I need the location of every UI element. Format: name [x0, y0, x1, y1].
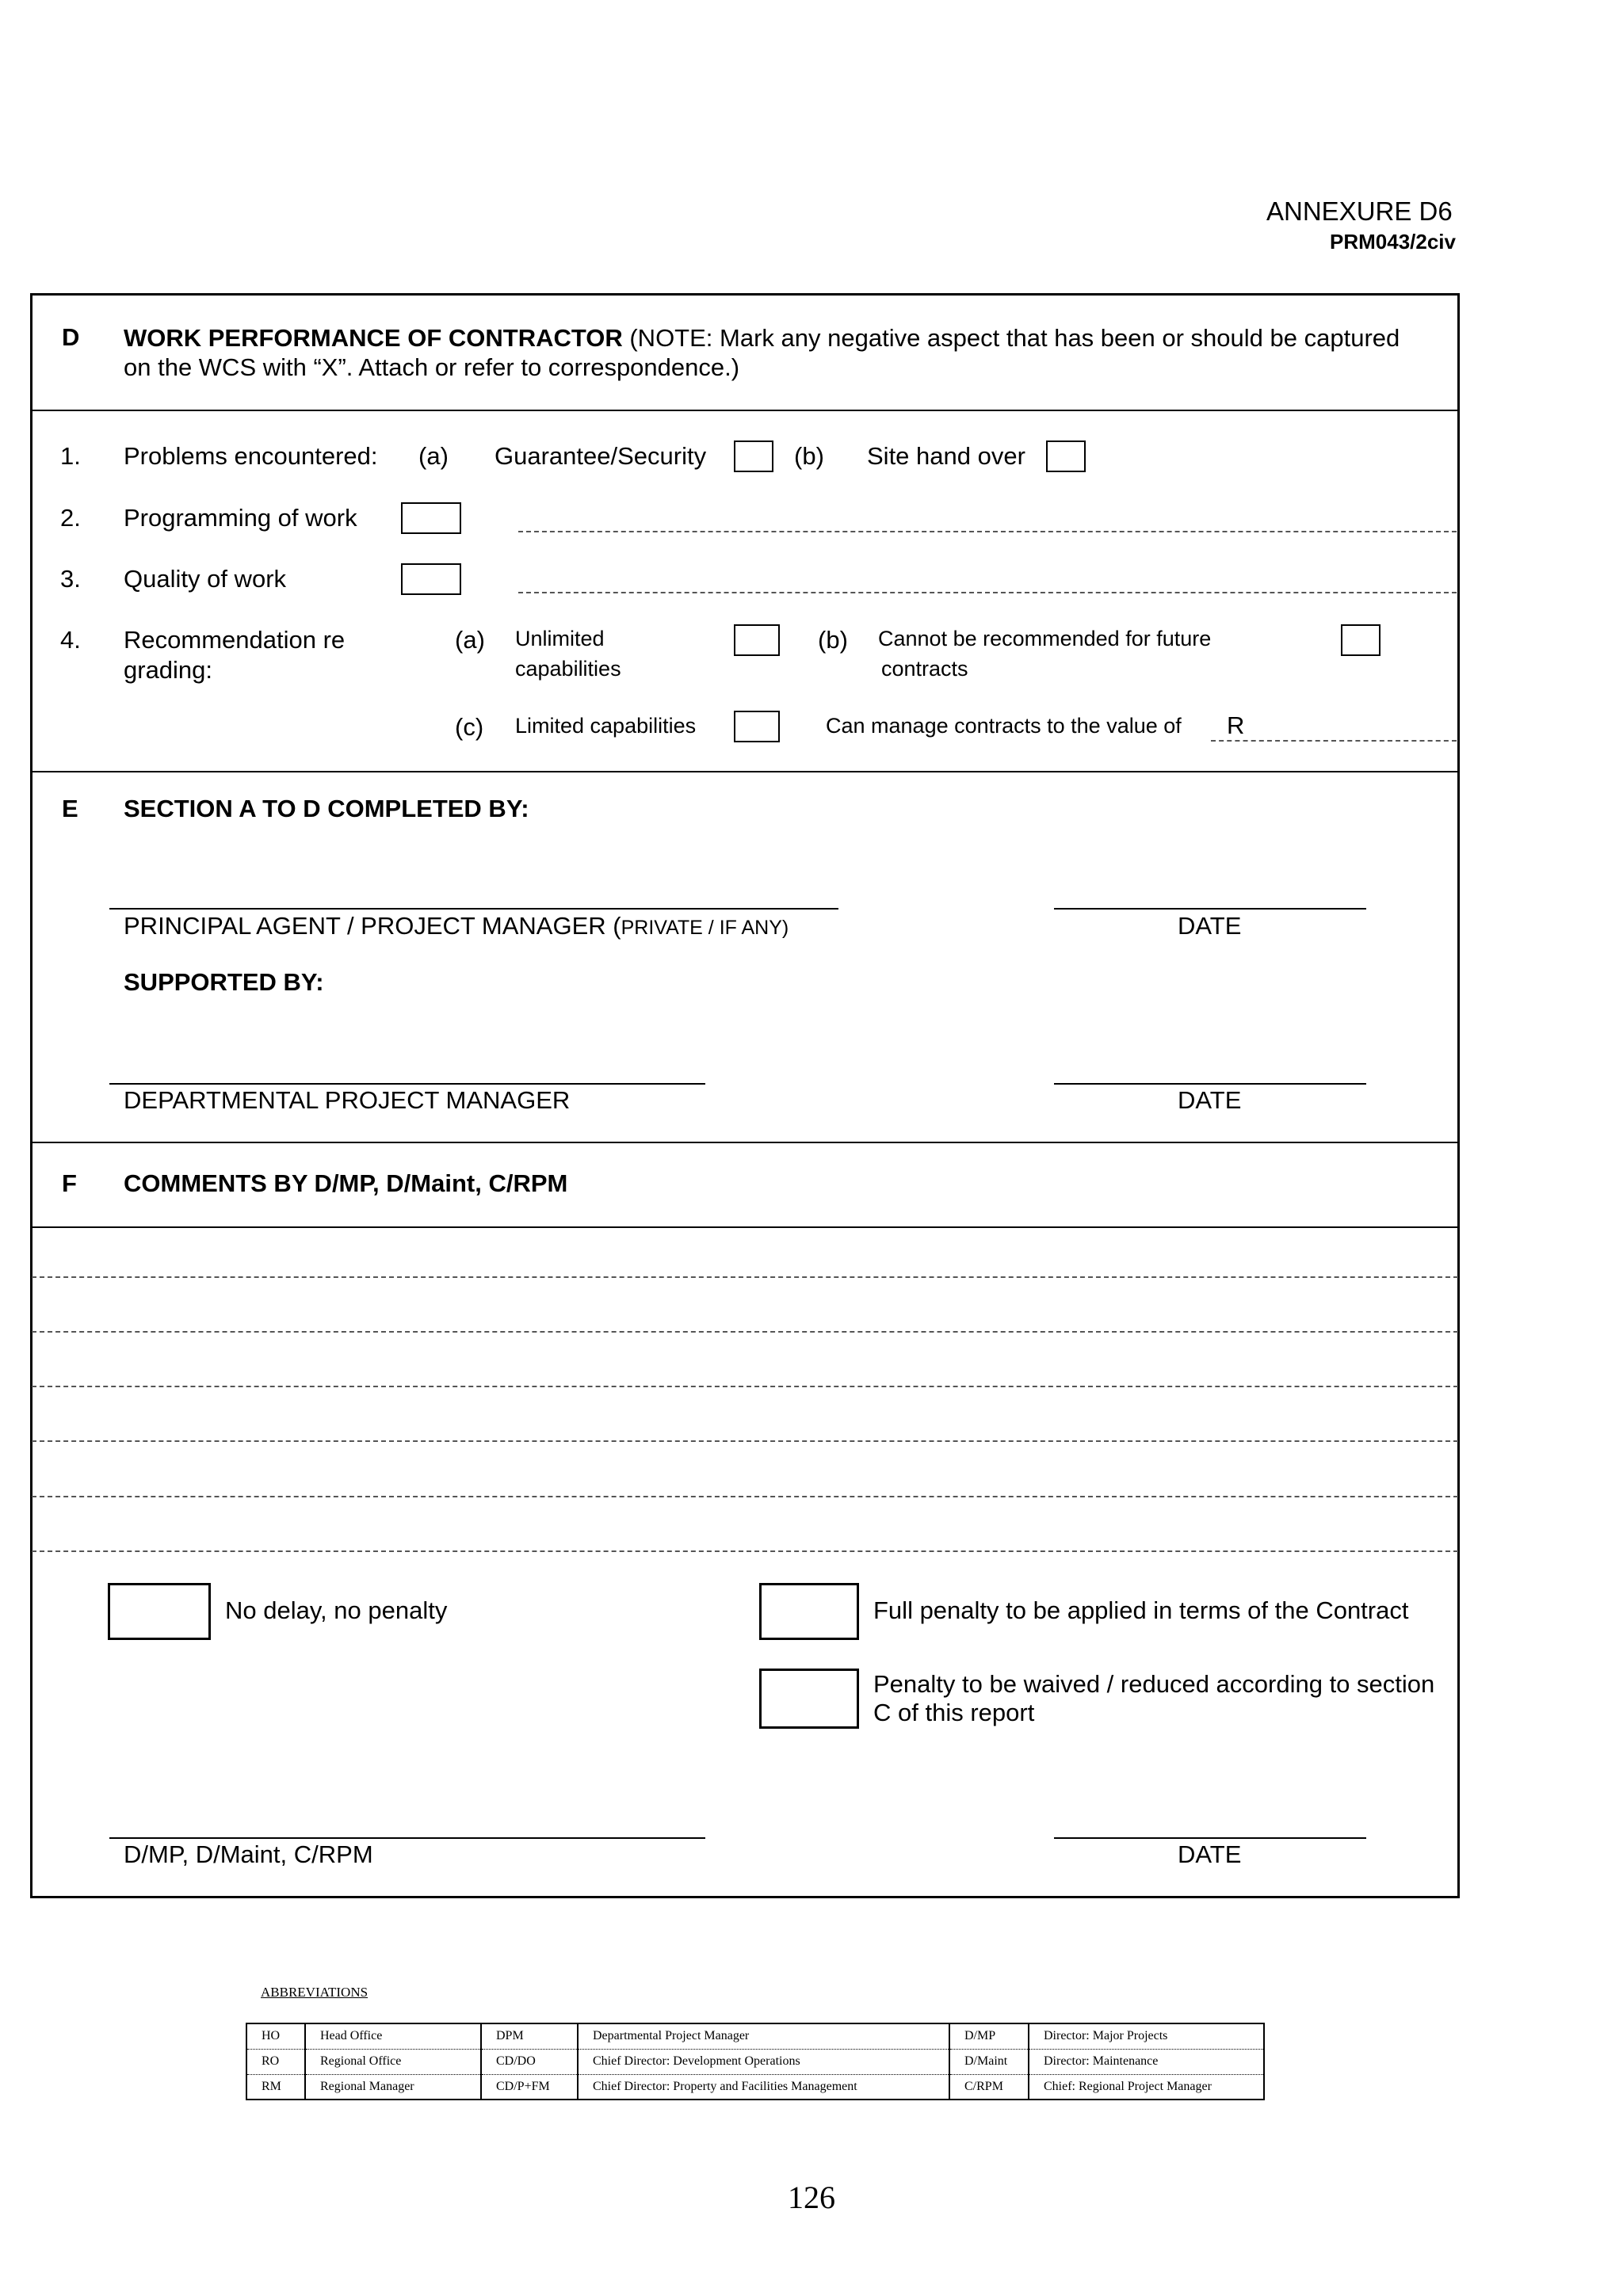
item-4-opt-a-line1: Unlimited [515, 627, 605, 650]
date-1-label: DATE [1178, 912, 1242, 940]
item-4-number: 4. [60, 626, 81, 654]
date-2-line[interactable] [1054, 1083, 1366, 1085]
divider-f-header [32, 1226, 1458, 1228]
comment-line-4[interactable] [32, 1440, 1458, 1442]
item-1-opt-a-marker: (a) [418, 442, 449, 470]
page-number: 126 [788, 2180, 835, 2215]
quality-of-work-comment-line[interactable] [518, 592, 1457, 593]
abbreviations-table [246, 2023, 1265, 2100]
departmental-pm-signature-line[interactable] [109, 1083, 705, 1085]
item-4-opt-c-marker: (c) [455, 713, 484, 741]
item-4-opt-c-label: Limited capabilities [515, 714, 697, 738]
contract-value-prefix: R [1227, 711, 1245, 739]
departmental-pm-label: DEPARTMENTAL PROJECT MANAGER [124, 1086, 571, 1114]
section-d-title-bold: WORK PERFORMANCE OF CONTRACTOR [124, 324, 623, 352]
item-2-number: 2. [60, 504, 81, 532]
date-2-label: DATE [1178, 1086, 1242, 1114]
penalty-waived-label-line2: C of this report [873, 1699, 1035, 1726]
divider-e [32, 771, 1458, 772]
section-d-note-line1: (NOTE: Mark any negative aspect that has been or should be captured [629, 324, 1400, 352]
site-hand-over-checkbox[interactable] [1046, 441, 1086, 472]
no-delay-label: No delay, no penalty [225, 1596, 448, 1624]
item-4-label-line1: Recommendation re [124, 626, 346, 654]
penalty-waived-checkbox[interactable] [759, 1669, 859, 1729]
date-3-line[interactable] [1054, 1837, 1366, 1839]
section-e-title: SECTION A TO D COMPLETED BY: [124, 795, 529, 822]
contract-value-field[interactable] [1211, 740, 1457, 742]
unlimited-capabilities-checkbox[interactable] [734, 624, 780, 656]
item-4-opt-b-marker: (b) [818, 626, 848, 654]
item-2-label: Programming of work [124, 504, 357, 532]
item-4-opt-b-line1: Cannot be recommended for future [878, 627, 1212, 650]
programming-of-work-checkbox[interactable] [401, 502, 461, 534]
abbreviations-title: ABBREVIATIONS [261, 1985, 369, 2000]
item-4-opt-b-line2: contracts [881, 657, 968, 681]
director-signature-line[interactable] [109, 1837, 705, 1839]
no-delay-checkbox[interactable] [108, 1583, 211, 1640]
section-e-letter: E [62, 795, 78, 822]
item-4-opt-a-marker: (a) [455, 626, 485, 654]
section-d-note-line2: on the WCS with “X”. Attach or refer to correspondence.) [124, 353, 740, 381]
section-d-letter: D [62, 323, 80, 351]
not-recommended-checkbox[interactable] [1341, 624, 1381, 656]
form-reference: PRM043/2civ [1330, 230, 1456, 254]
quality-of-work-checkbox[interactable] [401, 563, 461, 595]
contract-value-label: Can manage contracts to the value of [826, 714, 1182, 738]
abbreviation-row: HO Head Office DPM Departmental Project Manager D/MP Director: Major Projects [246, 2023, 1264, 2049]
item-1-opt-a-label: Guarantee/Security [495, 442, 707, 470]
comment-line-1[interactable] [32, 1276, 1458, 1278]
comment-line-3[interactable] [32, 1386, 1458, 1387]
item-1-opt-b-label: Site hand over [867, 442, 1025, 470]
annexure-label: ANNEXURE D6 [1266, 196, 1453, 226]
item-4-opt-a-line2: capabilities [515, 657, 621, 681]
full-penalty-label: Full penalty to be applied in terms of the Contract [873, 1596, 1409, 1624]
guarantee-security-checkbox[interactable] [734, 441, 773, 472]
penalty-waived-label-line1: Penalty to be waived / reduced according to section [873, 1670, 1435, 1698]
section-f-title: COMMENTS BY D/MP, D/Maint, C/RPM [124, 1169, 568, 1197]
director-signature-label: D/MP, D/Maint, C/RPM [124, 1840, 373, 1868]
supported-by-label: SUPPORTED BY: [124, 968, 324, 996]
principal-agent-signature-line[interactable] [109, 908, 838, 910]
item-1-label: Problems encountered: [124, 442, 378, 470]
item-1-number: 1. [60, 442, 81, 470]
divider-f [32, 1142, 1458, 1143]
principal-agent-label: PRINCIPAL AGENT / PROJECT MANAGER (PRIVATE / IF ANY) [124, 912, 789, 940]
section-d-title [124, 323, 1444, 382]
item-3-label: Quality of work [124, 565, 287, 593]
comment-line-5[interactable] [32, 1496, 1458, 1497]
date-1-line[interactable] [1054, 908, 1366, 910]
comment-line-2[interactable] [32, 1331, 1458, 1333]
full-penalty-checkbox[interactable] [759, 1583, 859, 1640]
item-4-label-line2: grading: [124, 656, 213, 684]
programming-of-work-comment-line[interactable] [518, 531, 1457, 532]
divider-d-header [32, 410, 1458, 411]
comment-line-6[interactable] [32, 1550, 1458, 1552]
abbreviation-row: RM Regional Manager CD/P+FM Chief Director: Property and Facilities Management C/RPM Chief: Regional Project Manager [246, 2074, 1264, 2100]
date-3-label: DATE [1178, 1840, 1242, 1868]
limited-capabilities-checkbox[interactable] [734, 711, 780, 742]
item-3-number: 3. [60, 565, 81, 593]
section-f-letter: F [62, 1169, 77, 1197]
abbreviation-row: RO Regional Office CD/DO Chief Director: Development Operations D/Maint Director: Maintenance [246, 2049, 1264, 2074]
item-1-opt-b-marker: (b) [794, 442, 824, 470]
